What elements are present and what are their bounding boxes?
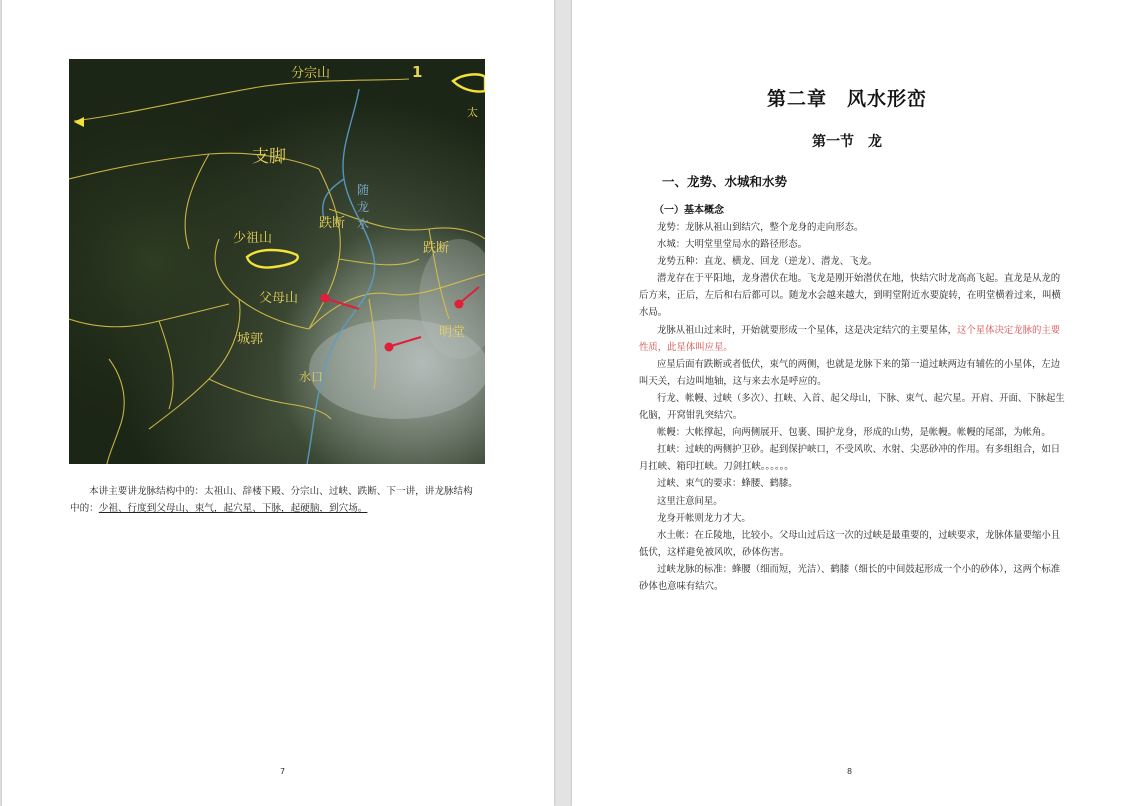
map-label-number: 1 bbox=[412, 63, 423, 81]
subsection-heading: 一、龙势、水城和水势 bbox=[662, 174, 788, 189]
map-label-fenzongshan: 分宗山 bbox=[291, 66, 331, 81]
body-text bbox=[639, 219, 1065, 595]
document-page-7 bbox=[2, 0, 554, 806]
paragraph: 行龙、帐幔、过峡（多次）、扛峡、入首、起父母山，下脉、束气、起穴星。开肩、开面、下脉起生化脑，开窝钳乳突结穴。 bbox=[639, 392, 1065, 422]
paragraph: 龙势：龙脉从祖山到结穴，整个龙身的走向形态。 bbox=[657, 222, 864, 233]
paragraph: 潜龙存在于平阳地，龙身潜伏在地。飞龙是刚开始潜伏在地，快结穴时龙高高飞起。直龙是从龙的后方来，正后，左后和右后都可以。随龙水会越来越大，到明堂附近水要旋转，在明堂横着过来，叫横水局。 bbox=[639, 273, 1061, 319]
paragraph: 水土帐：在丘陵地，比较小。父母山过后这一次的过峡是最重要的，过峡要求，龙脉体量要缩小且低伏，这样避免被风吹，砂体伤害。 bbox=[639, 529, 1061, 558]
paragraph: 过峡、束气的要求：蜂腰、鹤膝。 bbox=[657, 478, 798, 490]
document-page-8 bbox=[572, 0, 1122, 806]
section-title: 第一节 龙 bbox=[812, 134, 882, 150]
paragraph: 这里注意间星。 bbox=[657, 495, 723, 507]
map-label-chengguo: 城郭 bbox=[237, 332, 264, 347]
paragraph-normal-text: 龙脉从祖山过来时，开始就要形成一个星体，这是决定结穴的主要星体， bbox=[657, 324, 958, 336]
map-label-long: 龙 bbox=[357, 200, 370, 214]
map-label-sui: 随 bbox=[357, 183, 370, 197]
paragraph: 扛峡：过峡的两侧护卫砂。起到保护峡口，不受风吹、水射、尖恶砂冲的作用。有多组组合，如日月扛峡、箱印扛峡。刀剑扛峡。。。。。。 bbox=[639, 444, 1061, 473]
paragraph: 帐幔：大帐撑起，向两侧展开、包裹、围护龙身，形成的山势，是帐幔。帐幔的尾部，为帐角。 bbox=[657, 427, 1051, 439]
paragraph bbox=[639, 322, 1065, 356]
paragraph: 过峡龙脉的标准：蜂腰（细而短，光洁）、鹤膝（细长的中间鼓起形成一个小的砂体），这两个标准砂体也意味有结穴。 bbox=[639, 563, 1061, 592]
paragraph: 龙身开帐则龙力才大。 bbox=[657, 512, 751, 524]
map-label-dieduan-1: 跌断 bbox=[319, 216, 346, 231]
caption-line-2-prefix: 中的： bbox=[70, 503, 99, 514]
chapter-title: 第二章 风水形峦 bbox=[766, 88, 927, 110]
page-number: 7 bbox=[280, 767, 286, 776]
map-label-tai: 太 bbox=[467, 106, 478, 119]
map-drawing bbox=[69, 59, 485, 464]
map-label-fumushan: 父母山 bbox=[259, 291, 299, 306]
paragraph: 龙势五种：直龙、横龙、回龙（逆龙）、潜龙、飞龙。 bbox=[657, 256, 878, 268]
paragraph-highlight-text: 这个星体决定龙脉的主要性质，此星体叫应星。 bbox=[639, 324, 1061, 353]
caption-line-1: 本讲主要讲龙脉结构中的：太祖山、辞楼下殿、分宗山、过峡、跌断、下一讲，讲龙脉结构 bbox=[89, 486, 473, 497]
map-label-dieduan-2: 跌断 bbox=[423, 241, 450, 256]
map-label-shui: 水 bbox=[357, 217, 370, 231]
map-label-shuikou: 水口 bbox=[299, 370, 324, 384]
paragraph: 水城：大明堂里堂局水的路径形态。 bbox=[657, 239, 808, 251]
caption-line-2-underlined: 少祖、行度到父母山、束气，起穴星、下脉，起硬脑，到穴场。 bbox=[98, 503, 368, 514]
satellite-map-image[interactable] bbox=[69, 59, 485, 464]
map-label-mingtang: 明堂 bbox=[439, 325, 466, 340]
map-label-shaozushan: 少祖山 bbox=[233, 231, 273, 246]
sub-subsection-heading: （一）基本概念 bbox=[654, 205, 724, 216]
paragraph: 应星后面有跌断或者低伏，束气的两侧，也就是龙脉下来的第一道过峡两边有辅佐的小星体，左边叫天关，右边叫地轴，这与来去水是呼应的。 bbox=[639, 358, 1061, 387]
page-number: 8 bbox=[847, 767, 853, 776]
map-label-zhijiao: 支脚 bbox=[252, 147, 286, 167]
map-caption bbox=[70, 483, 500, 517]
